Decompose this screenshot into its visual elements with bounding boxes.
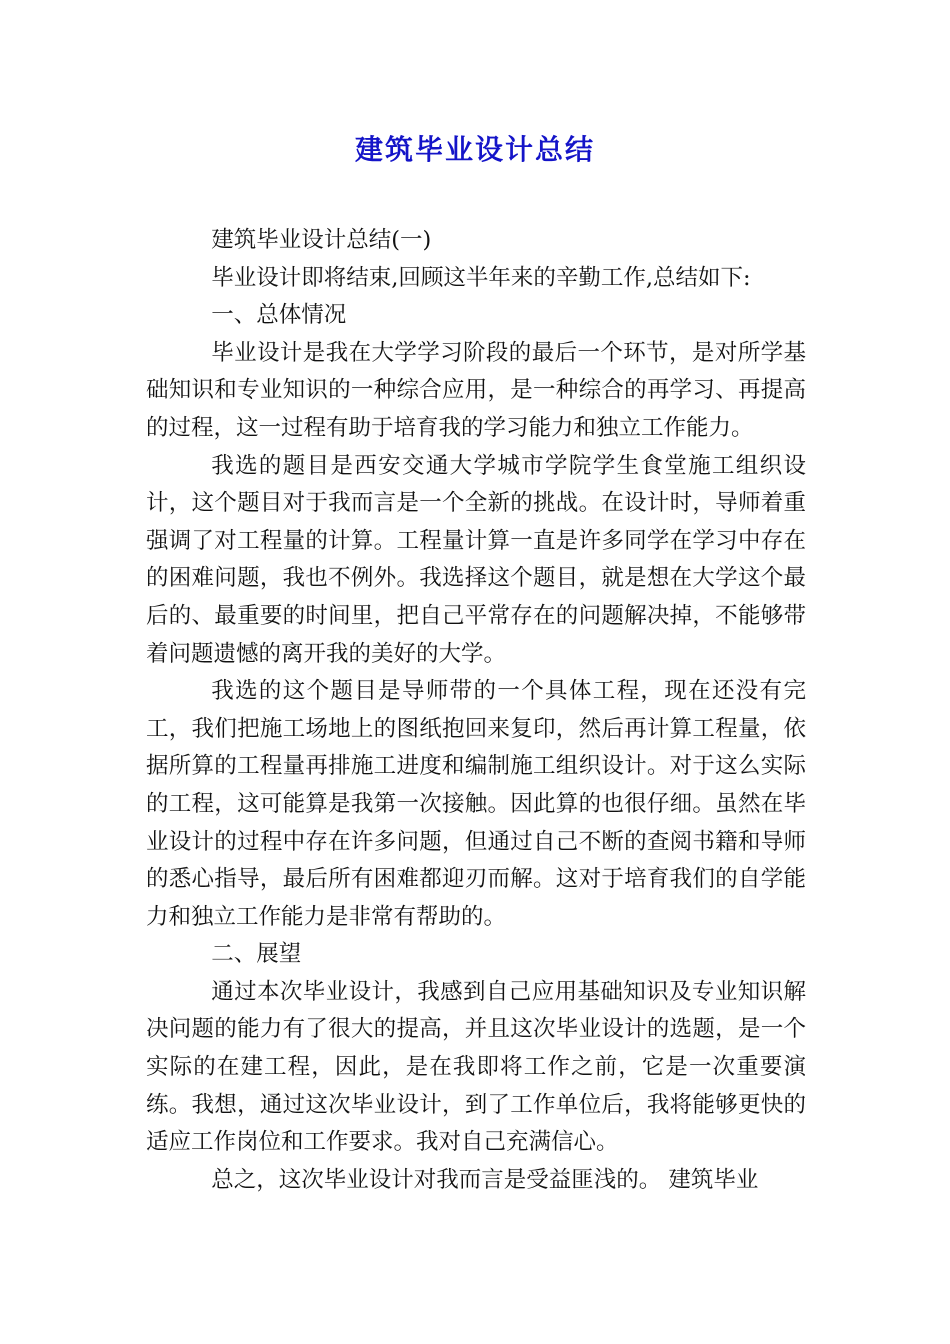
paragraph-topic-choice: 我选的题目是西安交通大学城市学院学生食堂施工组织设计，这个题目对于我而言是一个全新的挑战。在设计时，导师着重强调了对工程量的计算。工程量计算一直是许多同学在学习中存在的困难问题，我也不例外。我选择这个题目，就是想在大学这个最后的、最重要的时间里，把自己平常存在的问题解决掉，不能够带着问题遗憾的离开我的美好的大学。 <box>146 452 806 667</box>
document-body <box>146 222 806 1199</box>
paragraph-overview: 毕业设计是我在大学学习阶段的最后一个环节，是对所学基础知识和专业知识的一种综合应用，是一种综合的再学习、再提高的过程，这一过程有助于培育我的学习能力和独立工作能力。 <box>146 339 806 441</box>
section-heading-part-one: 建筑毕业设计总结(一) <box>211 227 432 253</box>
paragraph-outlook: 通过本次毕业设计，我感到自己应用基础知识及专业知识解决问题的能力有了很大的提高，并且这次毕业设计的选题，是一个实际的在建工程，因此，是在我即将工作之前，它是一次重要演练。我想，通过这次毕业设计，到了工作单位后，我将能够更快的适应工作岗位和工作要求。我对自己充满信心。 <box>146 978 806 1156</box>
paragraph-project-details: 我选的这个题目是导师带的一个具体工程，现在还没有完工，我们把施工场地上的图纸抱回来复印，然后再计算工程量，依据所算的工程量再排施工进度和编制施工组织设计。对于这么实际的工程，这可能算是我第一次接触。因此算的也很仔细。虽然在毕业设计的过程中存在许多问题，但通过自己不断的查阅书籍和导师的悉心指导，最后所有困难都迎刃而解。这对于培育我们的自学能力和独立工作能力是非常有帮助的。 <box>146 678 806 930</box>
heading-overall-situation: 一、总体情况 <box>211 302 347 329</box>
heading-outlook: 二、展望 <box>211 941 302 968</box>
intro-paragraph: 毕业设计即将结束,回顾这半年来的辛勤工作,总结如下: <box>211 264 751 291</box>
document-title: 建筑毕业设计总结 <box>354 133 595 166</box>
paragraph-conclusion: 总之，这次毕业设计对我而言是受益匪浅的。 建筑毕业 <box>211 1166 759 1193</box>
